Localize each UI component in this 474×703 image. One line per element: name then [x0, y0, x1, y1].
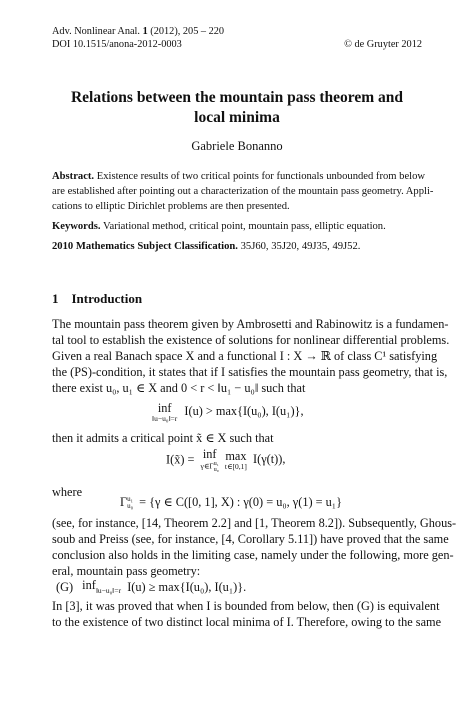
copyright: © de Gruyter 2012 — [344, 39, 422, 50]
msc-label: 2010 Mathematics Subject Classification. — [52, 241, 238, 252]
condition-G-label: (G) — [56, 579, 74, 594]
section-heading — [52, 291, 142, 307]
para2-line-4: eral, mountain pass geometry: — [52, 564, 201, 578]
equation-2-max: max t∈[0,1] — [224, 449, 247, 471]
text-after-equation-1: then it admits a critical point x̃ ∈ X such that — [52, 431, 274, 445]
doi: DOI 10.1515/anona-2012-0003 — [52, 39, 182, 50]
equation-3-lhs: Γ — [120, 495, 128, 509]
where-text: where — [52, 485, 83, 499]
para3-line-2: to the existence of two distinct local minima of I. Therefore, owing to the same — [52, 615, 442, 629]
journal-year-pages: (2012), 205 – 220 — [150, 26, 225, 37]
paper-title-line-2: local minima — [194, 109, 280, 126]
section-number: 1 — [52, 291, 59, 306]
equation-3: Γ u₁ u₀ = {γ ∈ C([0, 1], X) : γ(0) = u₀, γ(1) = u₁} — [120, 495, 342, 511]
equation-3-rhs: = {γ ∈ C([0, 1], X) : γ(0) = u₀, γ(1) = u₁} — [139, 495, 342, 509]
keywords: Keywords. Variational method, critical point, mountain pass, elliptic equation. — [52, 221, 386, 232]
abstract-line-3: cations to elliptic Dirichlet problems are then presented. — [52, 201, 290, 212]
author: Gabriele Bonanno — [191, 139, 283, 153]
msc-classification: 2010 Mathematics Subject Classification. 35J60, 35J20, 49J35, 49J52. — [52, 241, 361, 252]
equation-1-rhs: I(u) > max{I(u₀), I(u₁)}, — [184, 404, 304, 419]
condition-G-rhs: I(u) ≥ max{I(u₀), I(u₁)}. — [127, 579, 247, 594]
para2-line-2: soub and Preiss (see, for instance, [4, Corollary 5.11]) have proved that the same — [52, 532, 449, 546]
section-title: Introduction — [71, 291, 143, 306]
para1-line-5: there exist u₀, u₁ ∈ X and 0 < r < ‖u₁ − u₀‖ such that — [52, 381, 306, 395]
para3-line-1: In [3], it was proved that when I is bounded from below, then (G) is equivalent — [52, 599, 440, 613]
equation-2-lhs: I(x̃) = — [166, 452, 195, 467]
journal-name: Adv. Nonlinear Anal. — [52, 26, 140, 37]
para1-line-3: Given a real Banach space X and a functional I : X → ℝ of class C¹ satisfying — [52, 349, 438, 363]
abstract-line-1: Abstract. Existence results of two critical points for functionals unbounded from below — [52, 171, 426, 182]
equation-2-inf: inf γ∈Γ u₁ u₀ — [200, 447, 219, 473]
condition-G-inf: inf$_{‖u-u_0‖=r}$ — [82, 578, 122, 595]
abstract-label: Abstract. — [52, 171, 95, 182]
paper-title-line-1: Relations between the mountain pass theorem and — [70, 89, 404, 106]
para1-line-2: tal tool to establish the existence of solutions for nonlinear differential problems. — [52, 333, 450, 347]
para2-line-3: conclusion also holds in the limiting case, namely under the following, more gen- — [52, 548, 454, 562]
para1-line-4: the (PS)-condition, it states that if I satisfies the mountain pass geometry, that is, — [52, 365, 448, 379]
equation-1-operator: inf ‖u−u₀‖=r — [152, 401, 178, 423]
equation-1 — [152, 402, 304, 423]
para2-line-1: (see, for instance, [14, Theorem 2.2] and [1, Theorem 8.2]). Subsequently, Ghous- — [52, 516, 457, 530]
keywords-label: Keywords. — [52, 221, 101, 232]
equation-2-rhs: I(γ(t)), — [253, 452, 286, 467]
journal-citation — [52, 25, 224, 38]
abstract-line-2: are established after pointing out a characterization of the mountain pass geometry. Appli- — [52, 186, 434, 197]
journal-volume: 1 — [142, 26, 148, 37]
para1-line-1: The mountain pass theorem given by Ambrosetti and Rabinowitz is a fundamen- — [52, 317, 449, 331]
condition-G — [56, 577, 246, 599]
equation-2 — [166, 448, 285, 473]
